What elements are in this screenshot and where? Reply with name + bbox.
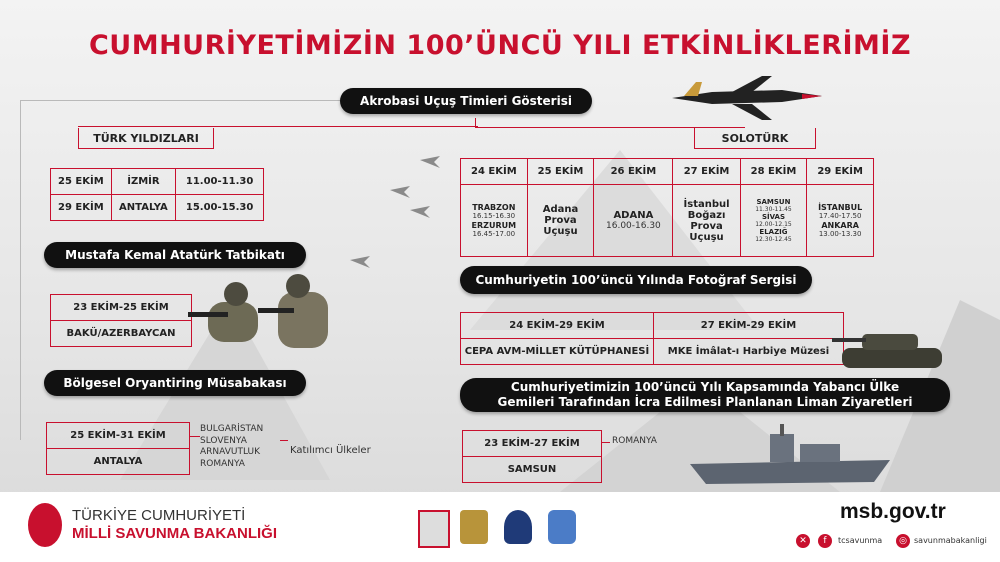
sergi-heading: Cumhuriyetin 100’üncü Yılında Fotoğraf Sergisi — [460, 266, 812, 294]
jet-icon — [672, 74, 832, 122]
time-label: 12.30-12.45 — [755, 236, 792, 244]
event-label: Adana — [542, 204, 579, 215]
day-cell — [673, 185, 740, 257]
table-row — [461, 185, 874, 257]
org-line2: MİLLİ SAVUNMA BAKANLIĞI — [72, 525, 277, 542]
social-handle-2[interactable]: savunmabakanligi — [914, 536, 987, 545]
liman-table — [462, 430, 602, 483]
connector-line — [20, 100, 21, 440]
day-header: 25 EKİM — [527, 159, 594, 185]
liman-heading-line2: Gemileri Tarafından İcra Edilmesi Planlanan Liman Ziyaretleri — [497, 395, 913, 409]
page-title: CUMHURİYETİMİZİN 100’ÜNCÜ YILI ETKİNLİKLERİMİZ — [88, 30, 912, 61]
turk-yildizlari-table — [50, 168, 264, 221]
liman-heading — [460, 378, 950, 412]
country-item: ARNAVUTLUK — [200, 447, 261, 458]
country-item: SLOVENYA — [200, 435, 247, 446]
table-row — [461, 313, 844, 339]
day-cell — [461, 185, 528, 257]
event-label: Uçuşu — [689, 231, 724, 243]
time-label: 16.15-16.30 — [472, 212, 516, 221]
table-header-row — [461, 159, 874, 185]
tatbikat-table — [50, 294, 192, 347]
city-cell: ANTALYA — [111, 195, 176, 221]
city-label: ERZURUM — [471, 220, 517, 230]
time-label: 13.00-13.30 — [818, 229, 862, 238]
event-label: Prova — [544, 215, 577, 226]
emblem-icon — [548, 510, 576, 544]
city-cell: İZMİR — [111, 169, 176, 195]
soldiers-illustration — [188, 272, 348, 368]
social-handle-1[interactable]: tcsavunma — [838, 536, 883, 545]
city-label: ANKARA — [821, 220, 859, 230]
city-label: ADANA — [613, 209, 654, 221]
instagram-icon[interactable]: ◎ — [896, 534, 910, 548]
event-label: Prova — [690, 220, 723, 232]
day-cell — [740, 185, 807, 257]
table-row — [51, 195, 264, 221]
liman-country: ROMANYA — [612, 436, 657, 446]
day-header: 29 EKİM — [807, 159, 874, 185]
date-cell: 25 EKİM-31 EKİM — [47, 423, 190, 449]
day-header: 24 EKİM — [461, 159, 528, 185]
place-cell: CEPA AVM-MİLLET KÜTÜPHANESİ — [461, 339, 654, 365]
facebook-icon[interactable]: f — [818, 534, 832, 548]
table-row — [47, 423, 190, 449]
time-cell: 11.00-11.30 — [176, 169, 264, 195]
time-label: 17.40-17.50 — [818, 212, 862, 221]
day-header: 26 EKİM — [594, 159, 673, 185]
soloturk-label: SOLOTÜRK — [694, 128, 816, 149]
emblem-icon — [504, 510, 532, 544]
place-cell: SAMSUN — [463, 457, 602, 483]
date-cell: 23 EKİM-25 EKİM — [51, 295, 192, 321]
msb-logo — [28, 503, 62, 547]
place-cell: ANTALYA — [47, 449, 190, 475]
event-label: İstanbul — [683, 198, 730, 210]
city-label: SİVAS — [761, 212, 785, 221]
event-label: Boğazı — [687, 209, 726, 221]
table-row — [47, 449, 190, 475]
tatbikat-heading: Mustafa Kemal Atatürk Tatbikatı — [44, 242, 306, 268]
day-cell — [527, 185, 594, 257]
city-label: İSTANBUL — [818, 203, 863, 213]
ship-illustration — [690, 420, 900, 488]
tank-illustration — [832, 318, 952, 378]
time-cell: 15.00-15.30 — [176, 195, 264, 221]
time-label: 11.30-11.45 — [755, 205, 792, 213]
turk-yildizlari-label: TÜRK YILDIZLARI — [78, 128, 214, 149]
connector-line — [20, 100, 340, 101]
org-line1: TÜRKİYE CUMHURİYETİ — [72, 507, 246, 524]
date-cell: 25 EKİM — [51, 169, 112, 195]
oryantiring-table — [46, 422, 190, 475]
day-cell — [594, 185, 673, 257]
connector-line — [190, 436, 200, 437]
date-cell: 23 EKİM-27 EKİM — [463, 431, 602, 457]
emblem-icon — [460, 510, 488, 544]
date-cell: 24 EKİM-29 EKİM — [461, 313, 654, 339]
date-cell: 29 EKİM — [51, 195, 112, 221]
city-label: SAMSUN — [756, 197, 791, 206]
table-row — [463, 457, 602, 483]
time-label: 16.00-16.30 — [606, 220, 661, 231]
emblem-icon — [418, 510, 450, 548]
jet-formation-icon — [330, 150, 450, 280]
table-row — [463, 431, 602, 457]
table-row — [461, 339, 844, 365]
countries-list — [200, 424, 263, 471]
city-label: TRABZON — [472, 203, 516, 213]
country-item: ROMANYA — [200, 459, 245, 470]
countries-label: Katılımcı Ülkeler — [290, 445, 371, 456]
place-cell: BAKÜ/AZERBAYCAN — [51, 321, 192, 347]
country-item: BULGARİSTAN — [200, 424, 264, 434]
oryantiring-heading: Bölgesel Oryantiring Müsabakası — [44, 370, 306, 396]
city-label: ELAZIĞ — [759, 228, 788, 237]
table-row — [51, 169, 264, 195]
connector-line — [280, 440, 288, 441]
akrobasi-heading: Akrobasi Uçuş Timieri Gösterisi — [340, 88, 592, 114]
day-cell — [807, 185, 874, 257]
soloturk-table — [460, 158, 874, 257]
table-row — [51, 321, 192, 347]
connector-line — [78, 126, 478, 127]
sergi-table — [460, 312, 844, 365]
liman-heading-line1: Cumhuriyetimizin 100’üncü Yılı Kapsamında Yabancı Ülke — [510, 380, 900, 394]
connector-line — [602, 442, 610, 443]
time-label: 12.00-12.15 — [755, 220, 792, 228]
day-header: 27 EKİM — [673, 159, 740, 185]
time-label: 16.45-17.00 — [472, 229, 516, 238]
day-header: 28 EKİM — [740, 159, 807, 185]
place-cell: MKE İmâlat-ı Harbiye Müzesi — [654, 339, 844, 365]
table-row — [51, 295, 192, 321]
event-label: Uçuşu — [543, 226, 578, 237]
date-cell: 27 EKİM-29 EKİM — [654, 313, 844, 339]
x-icon[interactable]: ✕ — [796, 534, 810, 548]
website-link[interactable]: msb.gov.tr — [840, 500, 946, 523]
